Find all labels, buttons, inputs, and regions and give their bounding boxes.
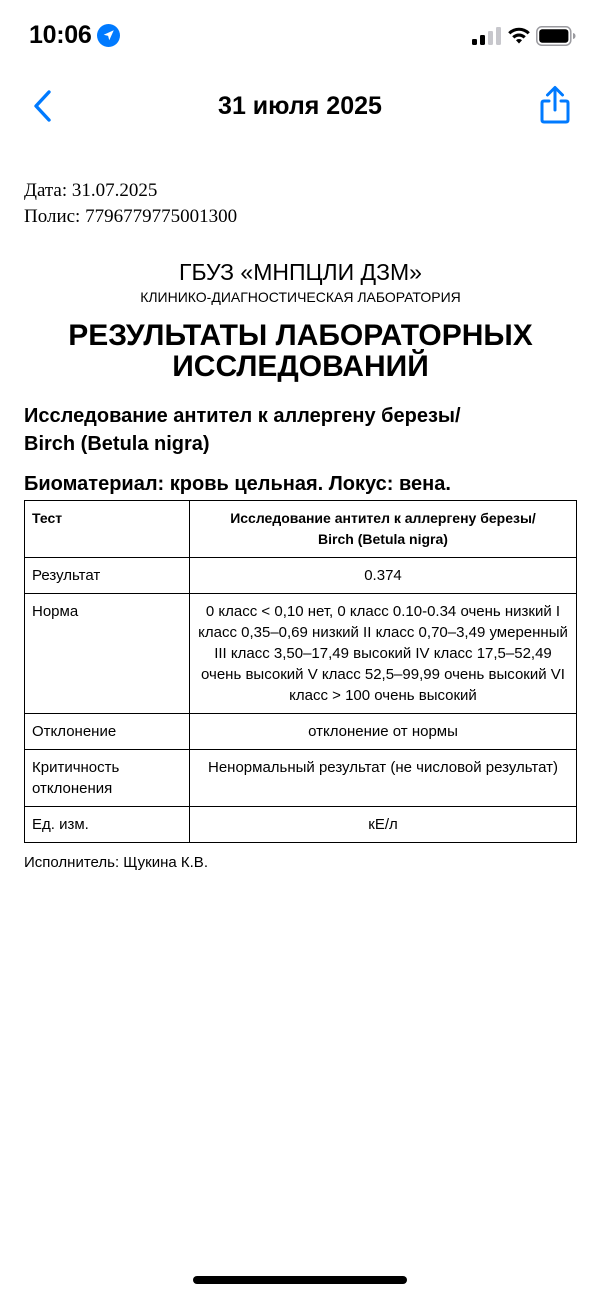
report-date: Дата: 31.07.2025 — [24, 180, 158, 201]
battery-icon — [536, 26, 576, 46]
biomaterial-info: Биоматериал: кровь цельная. Локус: вена. — [24, 473, 451, 495]
share-button[interactable] — [538, 84, 572, 126]
wifi-icon — [507, 25, 531, 45]
study-name-line-1: Исследование антител к аллергену березы/ — [24, 405, 461, 427]
table-row — [25, 750, 577, 807]
study-name — [24, 402, 577, 458]
report-title — [24, 320, 577, 382]
row-value-cell: отклонение от нормы — [190, 714, 577, 750]
executor-info: Исполнитель: Щукина К.В. — [24, 854, 208, 871]
report-title-line-2: ИССЛЕДОВАНИЙ — [172, 350, 429, 383]
organization-name: ГБУЗ «МНПЦЛИ ДЗМ» — [179, 259, 422, 285]
row-label-cell: Результат — [25, 558, 190, 594]
location-arrow-icon — [97, 24, 120, 47]
row-value-cell: Ненормальный результат (не числовой результат) — [190, 750, 577, 807]
row-label-line-2: отклонения — [32, 780, 113, 797]
header-label-cell: Тест — [25, 501, 190, 558]
header-value-line-2: Birch (Betula nigra) — [318, 531, 448, 547]
cellular-signal-icon — [472, 27, 502, 45]
table-row — [25, 594, 577, 714]
row-value-cell: кЕ/л — [190, 807, 577, 843]
share-icon — [538, 84, 572, 126]
lab-report-document — [24, 178, 577, 873]
header-value-line-1: Исследование антител к аллергену березы/ — [230, 510, 536, 526]
report-policy: Полис: 7796779775001300 — [24, 206, 238, 227]
header-value-cell — [190, 501, 577, 558]
row-label-line-1: Критичность — [32, 759, 120, 776]
row-label-cell: Норма — [25, 594, 190, 714]
table-header-row — [25, 501, 577, 558]
organization-subtitle: КЛИНИКО-ДИАГНОСТИЧЕСКАЯ ЛАБОРАТОРИЯ — [140, 289, 461, 305]
table-row — [25, 807, 577, 843]
status-time: 10:06 — [29, 21, 92, 49]
study-name-line-2: Birch (Betula nigra) — [24, 433, 210, 455]
status-bar — [0, 0, 600, 72]
row-label-cell: Отклонение — [25, 714, 190, 750]
table-row — [25, 558, 577, 594]
row-value-cell: 0.374 — [190, 558, 577, 594]
home-indicator — [193, 1276, 407, 1284]
row-label-cell — [25, 750, 190, 807]
results-table — [24, 500, 577, 843]
table-row — [25, 714, 577, 750]
row-value-cell: 0 класс < 0,10 нет, 0 класс 0.10-0.34 очень низкий I класс 0,35–0,69 низкий II класс 0,70–3,49 умеренный III класс 3,50–17,49 высокий IV класс 17,5–52,49 очень высокий V класс 52,5–99,99 очень высокий VI класс > 100 очень высокий — [190, 594, 577, 714]
nav-bar — [0, 80, 600, 132]
nav-title: 31 июля 2025 — [218, 92, 382, 120]
report-title-line-1: РЕЗУЛЬТАТЫ ЛАБОРАТОРНЫХ — [68, 319, 533, 352]
row-label-cell: Ед. изм. — [25, 807, 190, 843]
